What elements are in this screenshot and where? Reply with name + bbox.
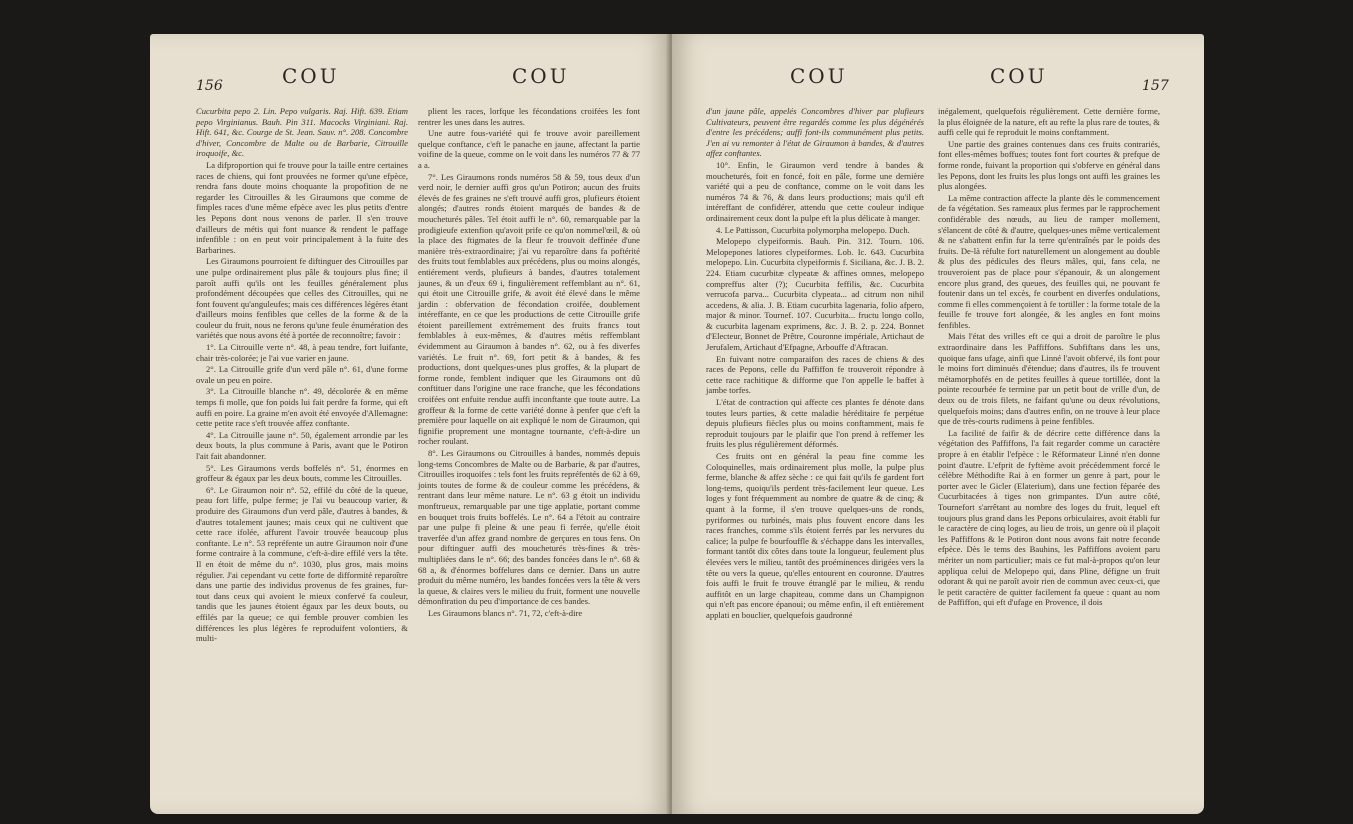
paragraph: Une partie des graines contenues dans ces fruits contrariés, font elles-mêmes boffues; toutes font fort courtes & prefque de forme ronde, fuivant la proportion qui s'obferve en général dans les Pepons, dont les fruits les plus longs ont auffi les graines les plus alongées. [938, 138, 1160, 192]
paragraph: inégalement, quelquefois régulièrement. Cette dernière forme, la plus éloignée de la nature, eft au refte la plus rare de toutes, & auffi celle qui fe reproduit le moins conftamment. [938, 106, 1160, 138]
left-page-column-2 [418, 106, 640, 620]
paragraph: 4. Le Pattisson, Cucurbita polymorpha melopepo. Duch. [716, 224, 910, 235]
paragraph: Mais l'état des vrilles eft ce qui a droit de paroître le plus extraordinaire dans les Paffiffons. Subfiftans dans les uns, quoique fans ufage, ainfi que Linné l'avoit obfervé, ils font pour le moins fort diminués d'étendue; dans d'autres, ils fe trouvent métamorphofés en de petites feuilles à queue tortillée, dont la pointe recourbée fe termine par un petit bout de vrille d'un, de deux ou de trois filets, ne faifant qu'une ou deux révolutions, quelquefois moins; dans d'autres enfin, on ne trouve à leur place que de très-courts rudimens à peine fenfibles. [938, 331, 1160, 427]
paragraph: 5°. Les Giraumons verds boffelés n°. 51, énormes en groffeur & égaux par les deux bouts, comme les Citrouilles. [196, 462, 408, 484]
page-number-right: 157 [1142, 78, 1169, 94]
running-header-right-a: COU [790, 64, 848, 88]
paragraph: Une autre fous-variété qui fe trouve avoir pareillement quelque conftance, c'eft le panache en jaune, affectant la partie voifine de la queue, comme on le voit dans les numéros 77 & 77 a a. [418, 128, 640, 170]
paragraph: La même contraction affecte la plante dès le commencement de fa végétation. Ses rameaux plus fermes par le rapprochement confidérable des nœuds, au lieu de ramper mollement, s'élancent de côté & d'autre, quelques-unes même verticalement & ne s'abattent enfin fur la terre qu'entraînés par le poids des fruits. De-là réfulte fort naturellement un alongement au double & plus des pédicules des fleurs mâles, qui, fans cela, ne trouveroient pas de place pour s'épanouir, & un alongement encore plus grand, des queues, des feuilles qui, ne pouvant fe foutenir dans un tel excès, fe courbent en diverfes ondulations, comme fi elles commençoient à fe tortiller : la forme totale de la feuille fe trouve fort alongée, & les angles en font moins fenfibles. [938, 192, 1160, 330]
paragraph: 4°. La Citrouille jaune n°. 50, également arrondie par les deux bouts, la plus commune à Paris, avant que le Potiron l'ait fait abandonner. [196, 429, 408, 461]
running-header-left-b: COU [512, 64, 570, 88]
right-page [672, 34, 1204, 814]
paragraph: 2°. La Citrouille grife d'un verd pâle n°. 61, d'une forme ovale un peu en poire. [196, 364, 408, 385]
paragraph: 10°. Enfin, le Giraumon verd tendre à bandes & moucheturés, foit en foncé, foit en pâle, forme une dernière variété qui a peu de conftance, comme on le voit dans les numéros 74 & 76, & dans leurs productions; mais qu'il eft intéreffant de confidérer, attendu que cette couleur indique ordinairement ceux dont la pulpe eft la plus délicate à manger. [706, 159, 924, 223]
paragraph: 6°. Le Giraumon noir n°. 52, effilé du côté de la queue, peau fort liffe, pulpe ferme; je l'ai vu beaucoup varier, & produire des Giraumons d'un verd pâle, d'autres à bandes, & d'autres totalement jaunes; mais ceux qui ne cultivent que cette race ifolée, affurent l'avoir trouvée beaucoup plus conftante. Le n°. 53 repréfente un autre Giraumon noir d'une forme contraire à la commune, c'eft-à-dire effilé vers la tête. Il en étoit de même du n°. 1030, plus gros, mais moins régulier. J'ai cependant vu cette forte de difformité reparoître dans une partie des individus provenus de fes graines, fur-tout dans ceux qui avoient le mieux confervé fa couleur, tandis que les jaunes étoient égaux par les deux bouts, ou effilés par la queue; ce qui femble prouver combien les différences les plus légères fe reproduifent volontiers, & multi- [196, 484, 408, 644]
left-page [150, 34, 670, 814]
running-header-right-b: COU [990, 64, 1048, 88]
paragraph: Les Giraumons blancs n°. 71, 72, c'eft-à-dire [428, 607, 583, 618]
paragraph: 3°. La Citrouille blanche n°. 49, décolorée & en même temps fi molle, que fon poids lui fait perdre fa forme, qui eft auffi en poire. La graine m'en avoit été envoyée d'Allemagne: cette petite race s'eft trouvée affez conftante. [196, 386, 408, 429]
paragraph: La difproportion qui fe trouve pour la taille entre certaines races de chiens, qui font prouvées ne former qu'une efpèce, rendra fans doute moins choquante la propofition de ne regarder les Citrouilles & les Giraumons que comme de fimples races d'une même efpèce avec les plus petits d'entre les Pepons dont nous venons de parler. Il s'en trouve d'ailleurs de métis qui font nuance & rendent le paffage infenfible : on en peut voir principalement à la fuite des Barbarines. [196, 159, 408, 255]
paragraph: Melopepo clypeiformis. Bauh. Pin. 312. Tourn. 106. Melopepones latiores clypeiformes. Lob. Ic. 643. Cucurbita melopepo. Lin. Cucurbita clypeiformis f. Siciliana, &c. J. B. 2. 224. Etiam cucurbitæ clypeatæ & affines omnes, melopepo compreffus alter (?); Cucurbita feffilis, &c. Cucurbita verrucofa parva... Cucurbita clypeata... ad citrum non nihil accedens, & alia. J. B. Etiam cucurbita lagenaria, folio afpero, major & minor. Tournef. 107. Cucurbita... fructu longo collo, & cucurbita lagenam exprimens, &c. J. B. 2. p. 224. Bonnet d'Electeur, Bonnet de Prêtre, Couronne impériale, Artichaut de Jerufalem, Artichaut d'Efpagne, Arbouffe d'Aftracan. [706, 236, 924, 353]
page-number-left: 156 [196, 78, 223, 94]
paragraph: d'un jaune pâle, appelés Concombres d'hiver par plufieurs Cultivateurs, peuvent être regardés comme les plus dégénérés d'entre les précédens; auffi font-ils communément plus petits. J'en ai vu remonter à l'état de Giraumon à bandes, & d'autres affez conftantes. [706, 106, 924, 159]
right-page-column-1 [706, 106, 924, 622]
paragraph: L'état de contraction qui affecte ces plantes fe dénote dans toutes leurs parties, & cette maladie héréditaire fe perpétue depuis plufieurs fiècles plus ou moins conftamment, mais fe reproduit toujours par le plaifir que l'on prend à reffemer les fruits les plus régulièrement déformés. [706, 397, 924, 450]
paragraph: Cucurbita pepo 2. Lin. Pepo vulgaris. Raj. Hift. 639. Etiam pepo Virginianus. Bauh. Pin 311. Macocks Virginiani. Raj. Hift. 641, &c. Courge de St. Jean. Sauv. n°. 208. Concombre d'hiver, Concombre de Malte ou de Barbarie, Citrouille iroquoife, &c. [196, 106, 408, 159]
paragraph: 8°. Les Giraumons ou Citrouilles à bandes, nommés depuis long-tems Concombres de Malte ou de Barbarie, & par d'autres, Citrouilles iroquoifes : tels font les fruits repréfentés de 62 à 69, joints toutes de forme & de couleur comme les précédens, & rentrant dans leur même nature. Le n°. 63 g étoit un individu monftrueux, remarquable par une tige applatie, portant comme en bouquet trois fruits boffelés. Le n°. 64 a l'étoit au contraire par une pulpe fi pleine & une peau fi ferrée, qu'elle étoit traverfée d'un affez grand nombre de gerçures en tous fens. On pour diftinguer auffi des moucheturés très-fines & très-multipliées dans le n°. 66; des bandes foncées dans le n°. 68 & 68 a, & d'énormes boffelures dans ce dernier. Dans un autre produit du même numéro, les bandes foncées vers la tête & vers la queue, & claires vers le milieu du fruit, forment une nouvelle démonftration du peu d'importance de ces bandes. [418, 448, 640, 607]
paragraph: En fuivant notre comparaifon des races de chiens & des races de Pepons, celle du Paffiffon fe trouveroit répondre à cette race rachitique & difforme que l'on appelle le baffet à jambe torfes. [706, 353, 924, 396]
paragraph: 1°. La Citrouille verte n°. 48, à peau tendre, fort luifante, chair très-colorée; je l'ai vue varier en jaune. [196, 342, 408, 363]
paragraph: Les Giraumons pourroient fe diftinguer des Citrouilles par une pulpe ordinairement plus pâle & toujours plus fine; il paroît auffi qu'ils ont les feuilles généralement plus profondément découpées que celles des Citrouilles, qui ne font fouvent qu'anguleufes; mais ces différences légères étant d'ailleurs moins fenfibles que celles de la forme & de la couleur du fruit, nous ne ferons qu'une feule énumération des variétés que nous avons été à portée de reconnoître; favoir : [196, 256, 408, 341]
left-page-column-1 [196, 106, 408, 645]
paragraph: 7°. Les Giraumons ronds numéros 58 & 59, tous deux d'un verd noir, le dernier auffi gros qu'un Potiron; aucun des fruits élevés de fes graines ne s'eft trouvé auffi gros, plufieurs étoient alongés; d'autres ronds étoient marqués de bandes & de moucheturés pâles. Tel étoit auffi le n°. 60, remarquable par la prodigieufe extenfion qu'avoit prife ce qu'on nommel'œil, & où la place des ftigmates de la fleur fe trouvoit deffinée d'une manière très-extraordinaire; j'ai vu reparoître dans fa poftérité des fruits tout femblables aux précédens, plus ou moins alongés, entiérement verds, plufieurs à bandes, d'autres totalement jaunes, & un d'eux 69 i, fingulièrement reffemblant au n°. 61, qui étoit une Citrouille grife, & avoit été élevé dans le même jardin : obfervation de fécondation croifée, doublement intéreffante, en ce que les productions de cette Citrouille grife étoient pareillement extrémement des fruits francs tout femblables à eux-mêmes, & d'autres métis reffemblant évidemment au Giraumon à bandes n°. 62, ou à fes diverfes variétés. Le fruit n°. 69, fort petit & à bandes, & fes productions, dont quelques-unes plus groffes, & la plupart de forme ronde, femblent indiquer que les Giraumons ont dû conftituer dans l'origine une race franche, que les fécondations croifées ont enfuite rendue auffi inconftante que toute autre. La groffeur & la forme de cette variété donne à penfer que c'eft la première pour laquelle on ait expliqué le nom de Giraumon, qui fignifie proprement une montagne tournante, c'eft-à-dire un rocher roulant. [418, 171, 640, 447]
running-header-left-a: COU [282, 64, 340, 88]
paragraph: Ces fruits ont en général la peau fine comme les Coloquinelles, mais ordinairement plus molle, la pulpe plus ferme, blanche & affez sèche : ce qui fait qu'ils fe gardent fort long-tems, quoiqu'ils perdent très-facilement leur queue. Les loges y font fréquemment au nombre de quatre & de cinq; & quant à la forme, il s'en trouve quelques-uns de ronds, pyriformes ou turbinés, mais plus fouvent encore dans les races franches, comme s'ils étoient ferrés par les nervures du calice; la pulpe fe bourfouffle & s'échappe dans les intervalles, formant tantôt dix côtes dans toute la longueur, feulement plus élevées vers le milieu, tantôt des proéminences dirigées vers la tête ou vers la queue, qu'elles entourent en couronne. D'autres fois auffi le fruit fe trouve étranglé par le milieu, & rendu auffitôt en un large chapiteau, comme dans un Champignon qui n'eft pas encore épanoui; ou même enfin, il eft entièrement applati en bouclier, quelquefois gaudronné [706, 451, 924, 620]
right-page-column-2 [938, 106, 1160, 609]
paragraph: La facilité de faifir & de décrire cette différence dans la végétation des Paffiffons, l'a fait regarder comme un caractère propre à en établir l'efpèce : le Réformateur Linné n'en donne point d'autre. L'efprit de fyftème avoit précédemment forcé le célèbre Méthodifte Rai à en former un genre à part, pour le porter avec le Gicler (Elaterium), dans une fection féparée des Cucurbitacées à tiges non grimpantes. D'un autre côté, Tournefort s'arrêtant au nombre des loges du fruit, lequel eft toujours plus grand dans les Pepons orbiculaires, avoit établi fur le caractère de cinq loges, au lieu de trois, un genre où il plaçoit les Paffiffons & le Potiron dont nous avons fait notre feconde efpèce. Dès le tems des Bauhins, les Paffiffons avoient paru mériter un nom particulier; mais ce fut mal-à-propos qu'on leur appliqua celui de Melopepo qui, dans Pline, défigne un fruit odorant & qui ne paroît avoir rien de commun avec ceux-ci, que le petit caractère de quitter facilement fa queue : quant au nom de Paffiffon, qui eft d'ufage en Provence, il dois [938, 427, 1160, 608]
paragraph: plient les races, lorfque les fécondations croifées les font rentrer les unes dans les autres. [418, 106, 640, 127]
